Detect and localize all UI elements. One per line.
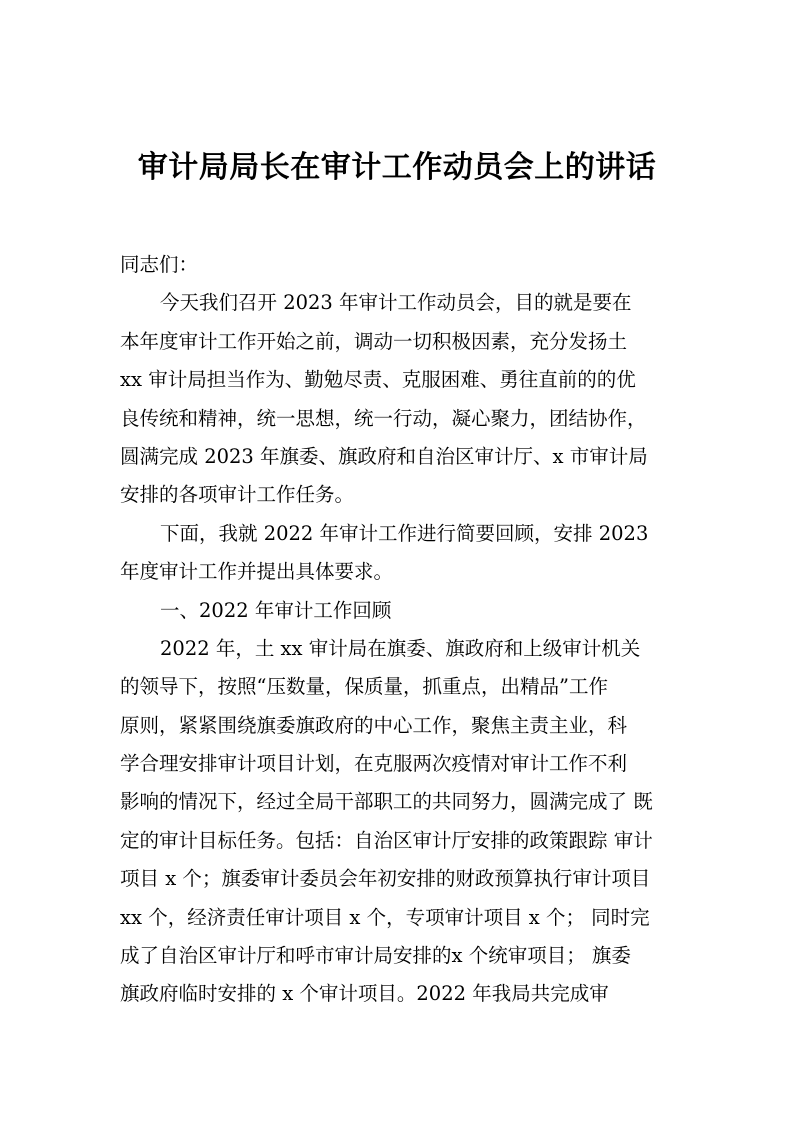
paragraph-line: 旗政府临时安排的 x 个审计项目。2022 年我局共完成审 bbox=[120, 982, 609, 1006]
paragraph-line: 成了自治区审计厅和呼市审计局安排的x 个统审项目； 旗委 bbox=[120, 944, 631, 968]
paragraph-line: 2022 年，土 xx 审计局在旗委、旗政府和上级审计机关 bbox=[160, 636, 641, 660]
document-title: 审计局局长在审计工作动员会上的讲话 bbox=[137, 150, 657, 185]
paragraph-line: 原则，紧紧围绕旗委旗政府的中心工作，聚焦主责主业，科 bbox=[120, 713, 628, 737]
paragraph-line: 年度审计工作并提出具体要求。 bbox=[120, 560, 394, 584]
document-body bbox=[120, 246, 690, 1014]
paragraph-line: 圆满完成 2023 年旗委、旗政府和自治区审计厅、x 市审计局 bbox=[120, 444, 648, 468]
paragraph-line: 项目 x 个；旗委审计委员会年初安排的财政预算执行审计项目 bbox=[120, 867, 651, 891]
salutation-line: 同志们： bbox=[120, 253, 199, 276]
paragraph-line: 学合理安排审计项目计划，在克服两次疫情对审计工作不利 bbox=[120, 752, 628, 776]
paragraph-line: 良传统和精神，统一思想，统一行动，凝心聚力，团结协作， bbox=[120, 406, 647, 430]
paragraph-line: 定的审计目标任务。包括：自治区审计厅安排的政策跟踪 审计 bbox=[120, 828, 653, 852]
paragraph-line: 下面，我就 2022 年审计工作进行简要回顾，安排 2023 bbox=[160, 521, 649, 545]
section-heading: 一、2022 年审计工作回顾 bbox=[160, 598, 392, 622]
paragraph-line: xx 审计局担当作为、勤勉尽责、克服困难、勇往直前的的优 bbox=[120, 368, 636, 392]
paragraph-line: 安排的各项审计工作任务。 bbox=[120, 483, 355, 507]
paragraph-line: 今天我们召开 2023 年审计工作动员会，目的就是要在 bbox=[160, 291, 632, 315]
paragraph-line: 影响的情况下，经过全局干部职工的共同努力，圆满完成了 既 bbox=[120, 790, 653, 814]
paragraph-line: 的领导下，按照“压数量，保质量，抓重点，出精品”工作 bbox=[120, 675, 608, 699]
paragraph-line: xx 个，经济责任审计项目 x 个，专项审计项目 x 个； 同时完 bbox=[120, 905, 650, 929]
paragraph-line: 本年度审计工作开始之前，调动一切积极因素，充分发扬土 bbox=[120, 329, 628, 353]
